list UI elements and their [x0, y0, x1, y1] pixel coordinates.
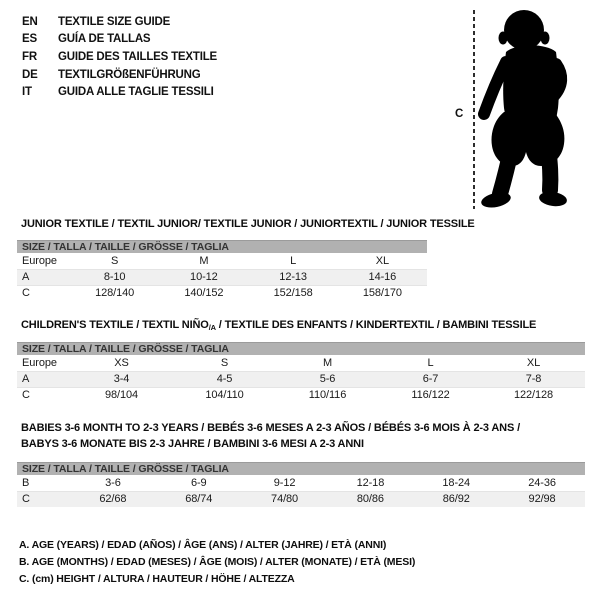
- lang-code: DE: [22, 68, 38, 81]
- cell: XL: [338, 253, 427, 269]
- table-row: [17, 387, 585, 403]
- cell: 24-36: [499, 475, 585, 491]
- cell: 8-10: [70, 269, 159, 285]
- cell: 7-8: [482, 371, 585, 387]
- lang-code: IT: [22, 86, 32, 99]
- size-header-bar: SIZE / TALLA / TAILLE / GRÖSSE / TAGLIA: [17, 342, 585, 355]
- cell: 122/128: [513, 389, 554, 402]
- size-header-bar: SIZE / TALLA / TAILLE / GRÖSSE / TAGLIA: [17, 240, 427, 253]
- cell: 4-5: [173, 371, 276, 387]
- cell: 158/170: [362, 287, 402, 300]
- row-label: C: [22, 389, 30, 402]
- cell: 86/92: [413, 491, 499, 507]
- lang-code: EN: [22, 15, 38, 28]
- lang-title: GUIDA ALLE TAGLIE TESSILI: [58, 86, 214, 99]
- cell: 74/80: [242, 491, 328, 507]
- cell: S: [70, 253, 159, 269]
- babies-title-line1: BABIES 3-6 MONTH TO 2-3 YEARS / BEBÉS 3-6 MESES A 2-3 AÑOS / BÉBÉS 3-6 MOIS À 2-3 ANS /: [21, 422, 520, 434]
- lang-code: FR: [22, 50, 37, 63]
- note-age-months: B. AGE (MONTHS) / EDAD (MESES) / ÂGE (MOIS) / ALTER (MONATE) / ETÀ (MESI): [19, 556, 416, 569]
- cell: M: [276, 355, 379, 371]
- legend-notes: [19, 536, 415, 588]
- cell: XL: [482, 355, 585, 371]
- cell: 12-18: [327, 475, 413, 491]
- cell: 116/122: [411, 389, 450, 402]
- lang-title: TEXTILE SIZE GUIDE: [58, 15, 171, 28]
- height-measure-label: C: [455, 108, 464, 120]
- cell: 6-7: [379, 371, 482, 387]
- cell: 68/74: [156, 491, 242, 507]
- row-label: B: [17, 475, 70, 491]
- cell: 152/158: [273, 287, 313, 300]
- cell: XS: [70, 355, 173, 371]
- table-row: [17, 475, 585, 491]
- note-age-years: A. AGE (YEARS) / EDAD (AÑOS) / ÂGE (ANS) / ALTER (JAHRE) / ETÀ (ANNI): [19, 538, 387, 551]
- children-title-sub: /A: [208, 323, 216, 332]
- cell: 12-13: [249, 269, 338, 285]
- cell: 62/68: [70, 491, 156, 507]
- cell: 92/98: [499, 491, 585, 507]
- table-row: [17, 371, 585, 387]
- babies-size-table: [17, 462, 585, 507]
- size-header-bar: SIZE / TALLA / TAILLE / GRÖSSE / TAGLIA: [17, 462, 585, 475]
- cell: L: [379, 355, 482, 371]
- junior-size-table: [17, 240, 427, 301]
- children-size-table: [17, 342, 585, 403]
- cell: M: [159, 253, 248, 269]
- cell: 128/140: [95, 287, 135, 300]
- row-label: Europe: [17, 253, 70, 269]
- table-row: [17, 253, 427, 269]
- lang-row-it: [22, 83, 217, 101]
- lang-row-fr: [22, 48, 217, 66]
- babies-table-title: [21, 421, 591, 452]
- row-label: C: [22, 287, 30, 300]
- cell: 14-16: [338, 269, 427, 285]
- cell: 3-4: [70, 371, 173, 387]
- note-height-cm: C. (cm) HEIGHT / ALTURA / HAUTEUR / HÖHE / ALTEZZA: [19, 573, 295, 586]
- cell: 104/110: [205, 389, 244, 402]
- children-table-title: [21, 319, 536, 332]
- table-row: [17, 285, 427, 301]
- row-label: A: [17, 371, 70, 387]
- row-label: Europe: [17, 355, 70, 371]
- height-measure-dashed-line: [473, 10, 475, 209]
- cell: 9-12: [242, 475, 328, 491]
- lang-row-es: [22, 31, 217, 49]
- cell: 3-6: [70, 475, 156, 491]
- lang-row-en: [22, 13, 217, 31]
- cell: 110/116: [308, 389, 347, 402]
- junior-table-title: JUNIOR TEXTILE / TEXTIL JUNIOR/ TEXTILE JUNIOR / JUNIORTEXTIL / JUNIOR TESSILE: [21, 218, 475, 230]
- cell: 10-12: [159, 269, 248, 285]
- lang-row-de: [22, 66, 217, 84]
- table-row: [17, 355, 585, 371]
- row-label: C: [17, 491, 70, 507]
- children-title-rest: / TEXTILE DES ENFANTS / KINDERTEXTIL / BAMBINI TESSILE: [215, 319, 537, 331]
- cell: 18-24: [413, 475, 499, 491]
- table-row: [17, 491, 585, 507]
- language-title-list: [22, 13, 217, 101]
- cell: 80/86: [327, 491, 413, 507]
- lang-title: GUIDE DES TAILLES TEXTILE: [58, 50, 217, 63]
- lang-title: GUÍA DE TALLAS: [58, 33, 151, 46]
- lang-title: TEXTILGRÖßENFÜHRUNG: [58, 68, 201, 81]
- cell: 5-6: [276, 371, 379, 387]
- cell: L: [249, 253, 338, 269]
- children-title-main: CHILDREN'S TEXTILE / TEXTIL NIÑO: [21, 319, 209, 331]
- cell: 140/152: [184, 287, 224, 300]
- lang-code: ES: [22, 33, 37, 46]
- babies-title-line2: BABYS 3-6 MONATE BIS 2-3 JAHRE / BAMBINI 3-6 MESI A 2-3 ANNI: [21, 437, 364, 450]
- cell: S: [173, 355, 276, 371]
- cell: 98/104: [104, 389, 139, 402]
- cell: 6-9: [156, 475, 242, 491]
- row-label: A: [17, 269, 70, 285]
- table-row: [17, 269, 427, 285]
- baby-silhouette-icon: [476, 6, 580, 212]
